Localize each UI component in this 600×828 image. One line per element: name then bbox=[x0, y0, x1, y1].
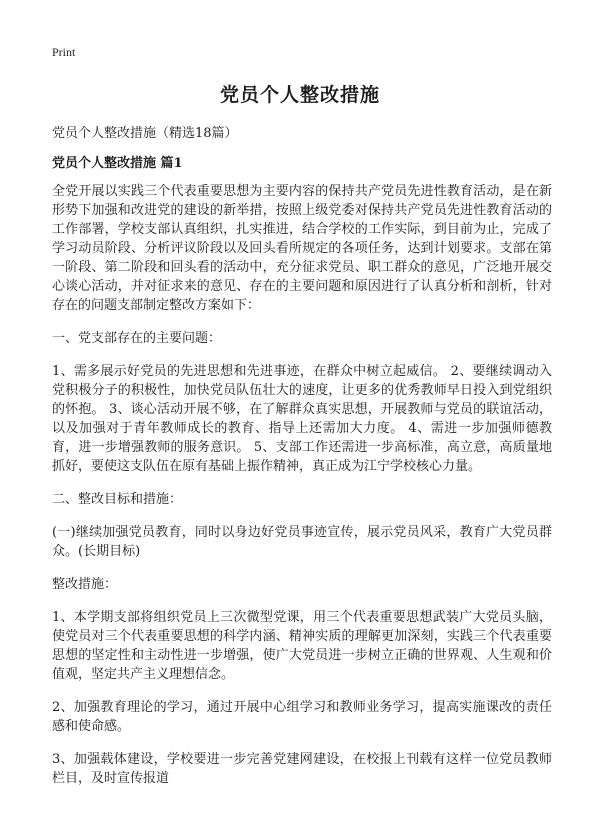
paragraph-intro: 全党开展以实践三个代表重要思想为主要内容的保持共产党员先进性教育活动，是在新形势下加强和改进党的建设的新举措，按照上级党委对保持共产党员先进性教育活动的工作部署，学校支部认真组织，扎实推进，结合学校的工作实际，到目前为止，完成了学习动员阶段、分析评议阶段以及回头看所规定的各项任务，达到计划要求。支部在第一阶段、第二阶段和回头看的活动中，充分征求党员、职工群众的意见，广泛地开展交心谈心活动，并对征求来的意见、存在的主要问题和原因进行了认真分析和剖析，针对存在的问题支部制定整改方案如下： bbox=[52, 184, 552, 313]
paragraph-measure-two: 2、加强教育理论的学习，通过开展中心组学习和教师业务学习，提高实施课改的责任感和使命感。 bbox=[52, 700, 552, 734]
document-title: 党员个人整改措施 bbox=[219, 84, 380, 106]
paragraph-heading-measures: 整改措施： bbox=[52, 577, 118, 592]
document-subtitle: 党员个人整改措施（精选18篇） bbox=[52, 126, 238, 141]
paragraph-heading-goals: 二、整改目标和措施： bbox=[52, 492, 183, 507]
paragraph-heading-problems: 一、党支部存在的主要问题： bbox=[52, 331, 222, 346]
paragraph-measure-three: 3、加强载体建设，学校要进一步完善党建网建设，在校报上刊载有这样一位党员教师栏目，及时宣传报道 bbox=[52, 752, 552, 786]
paragraph-goal-one: (一)继续加强党员教育，同时以身边好党员事迹宣传，展示党员风采，教育广大党员群众。(长期目标) bbox=[52, 525, 552, 559]
paragraph-problems-list: 1、需多展示好党员的先进思想和先进事迹，在群众中树立起威信。 2、要继续调动入党积极分子的积极性，加快党员队伍壮大的速度，让更多的优秀教师早日投入到党组织的怀抱。 3、谈心活动开展不够，在了解群众真实思想，开展教师与党员的联谊活动，以及加强对于青年教师成长的教育、指导上还需加大力度。 4、需进一步加强师德教育，进一步增强教师的服务意识。 5、支部工作还需进一步高标准，高立意，高质量地抓好，要使这支队伍在原有基础上振作精神，真正成为江宁学校核心力量。 bbox=[52, 364, 552, 474]
section-heading: 党员个人整改措施 篇1 bbox=[52, 156, 183, 171]
print-link[interactable]: Print bbox=[52, 45, 76, 59]
paragraph-measure-one: 1、本学期支部将组织党员上三次微型党课，用三个代表重要思想武装广大党员头脑，使党员对三个代表重要思想的科学内涵、精神实质的理解更加深刻，实践三个代表重要思想的坚定性和主动性进一步增强，使广大党员进一步树立正确的世界观、人生观和价值观，坚定共产主义理想信念。 bbox=[52, 610, 552, 682]
document-body bbox=[52, 182, 552, 802]
